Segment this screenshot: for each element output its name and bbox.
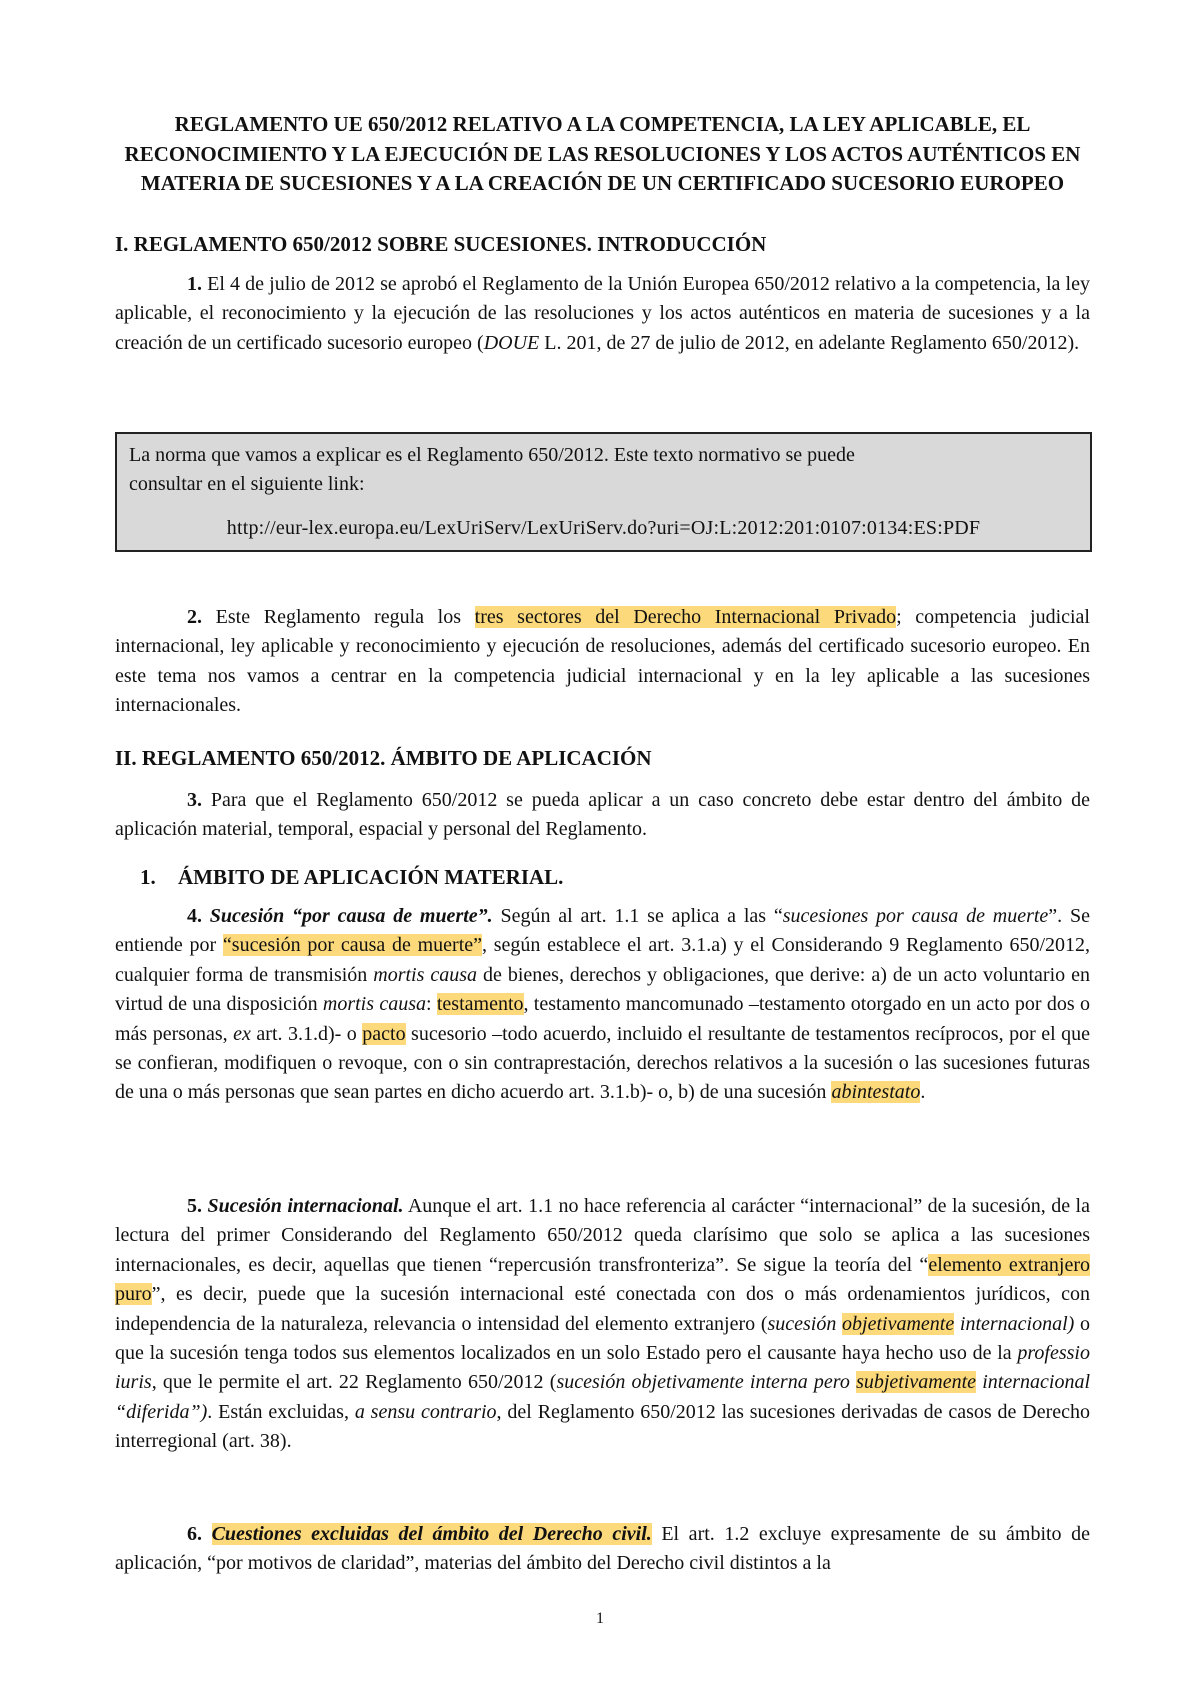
subheading-ambito-material: 1. ÁMBITO DE APLICACIÓN MATERIAL.	[140, 865, 564, 889]
paragraph-3: 3. Para que el Reglamento 650/2012 se pueda aplicar a un caso concreto debe estar dentro del ámbito de aplicación material, temporal, espacial y personal del Reglamento.	[115, 789, 1090, 841]
highlight: tres sectores del Derecho Internacional Privado	[474, 606, 897, 628]
document-title: REGLAMENTO UE 650/2012 RELATIVO A LA COMPETENCIA, LA LEY APLICABLE, EL RECONOCIMIENTO Y LA EJECUCIÓN DE LAS RESOLUCIONES Y LOS ACTOS AUTÉNTICOS EN MATERIA DE SUCESIONES Y A LA CREACIÓN DE UN CERTIFICADO SUCESORIO EUROPEO	[124, 112, 1081, 195]
paragraph-number: 1.	[187, 273, 202, 295]
highlight: testamento	[436, 993, 524, 1016]
section-heading-introduccion: I. REGLAMENTO 650/2012 SOBRE SUCESIONES. INTRODUCCIÓN	[115, 232, 767, 256]
section-heading-ambito: II. REGLAMENTO 650/2012. ÁMBITO DE APLICACIÓN	[115, 746, 652, 770]
highlight: objetivamente	[842, 1312, 955, 1335]
paragraph-6: 6. Cuestiones excluidas del ámbito del Derecho civil. El art. 1.2 excluye expresamente de su ámbito de aplicación, “por motivos de claridad”, materias del ámbito del Derecho civil distintos a la	[115, 1523, 1091, 1575]
highlight: elemento extranjero puro	[115, 1253, 1090, 1306]
paragraph-1: 1. El 4 de julio de 2012 se aprobó el Reglamento de la Unión Europea 650/2012 relativo a la competencia, la ley aplicable, el reconocimiento y la ejecución de las resoluciones y los actos auténticos en materia de sucesiones y a la creación de un certificado sucesorio europeo (DOUE L. 201, de 27 de julio de 2012, en adelante Reglamento 650/2012).	[115, 273, 1090, 354]
paragraph-2: 2. Este Reglamento regula los tres sectores del Derecho Internacional Privado; competencia judicial internacional, ley aplicable y reconocimiento y ejecución de resoluciones, además del certificado sucesorio europeo. En este tema nos vamos a centrar en la competencia judicial internacional y en la ley aplicable a las sucesiones internacionales.	[115, 606, 1090, 717]
link-callout-box	[115, 432, 1092, 552]
paragraph-5: 5. Sucesión internacional. Aunque el art. 1.1 no hace referencia al carácter “internacional” de la sucesión, de la lectura del primer Considerando del Reglamento 650/2012 queda clarísimo que solo se aplica a las sucesiones internacionales, es decir, aquellas que tienen “repercusión transfronteriza”. Se sigue la teoría del “elemento extranjero puro”, es decir, puede que la sucesión internacional esté conectada con dos o más ordenamientos jurídicos, con independencia de la naturaleza, relevancia o intensidad del elemento extranjero (sucesión objetivamente internacional) o que la sucesión tenga todos sus elementos localizados en un solo Estado pero el causante haya hecho uso de la professio iuris, que le permite el art. 22 Reglamento 650/2012 (sucesión objetivamente interna pero subjetivamente internacional “diferida”). Están excluidas, a sensu contrario, del Reglamento 650/2012 las sucesiones derivadas de casos de Derecho interregional (art. 38).	[115, 1195, 1091, 1453]
highlight: “sucesión por causa de muerte”	[222, 934, 483, 957]
paragraph-4: 4. Sucesión “por causa de muerte”. Según al art. 1.1 se aplica a las “sucesiones por causa de muerte”. Se entiende por “sucesión por causa de muerte”, según establece el art. 3.1.a) y el Considerando 9 Reglamento 650/2012, cualquier forma de transmisión mortis causa de bienes, derechos y obligaciones, que derive: a) de un acto voluntario en virtud de una disposición mortis causa: testamento, testamento mancomunado –testamento otorgado en un acto por dos o más personas, ex art. 3.1.d)- o pacto sucesorio –todo acuerdo, incluido el resultante de testamentos recíprocos, por el que se confieran, modifiquen o revoque, con o sin contraprestación, derechos relativos a la sucesión o las sucesiones futuras de una o más personas que sean partes en dicho acuerdo art. 3.1.b)- o, b) de una sucesión abintestato.	[115, 905, 1091, 1104]
callout-text: La norma que vamos a explicar es el Reglamento 650/2012. Este texto normativo se puede	[129, 444, 855, 466]
callout-text-2: consultar en el siguiente link:	[129, 473, 365, 495]
highlight: subjetivamente	[856, 1371, 977, 1394]
highlight: abintestato	[831, 1081, 921, 1104]
highlight: pacto	[362, 1022, 406, 1045]
eur-lex-link[interactable]: http://eur-lex.europa.eu/LexUriServ/LexUriServ.do?uri=OJ:L:2012:201:0107:0134:ES:PDF	[226, 517, 981, 539]
highlight: Cuestiones excluidas del ámbito del Derecho civil.	[211, 1523, 652, 1545]
page-number: 1	[596, 1610, 604, 1627]
